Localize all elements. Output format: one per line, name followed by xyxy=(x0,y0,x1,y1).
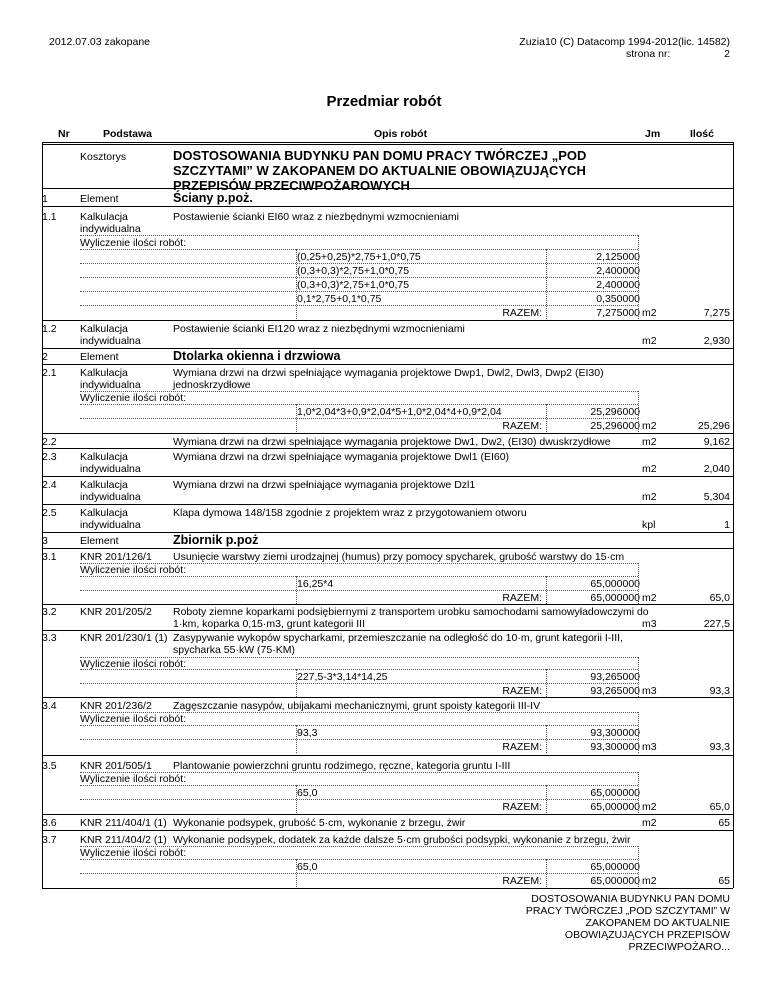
dotted-rule xyxy=(80,739,638,740)
razem-value: 7,275000 xyxy=(596,307,640,319)
razem-label: RAZEM: xyxy=(502,307,542,319)
position-description: Postawienie ścianki EI120 wraz z niezbędnymi wzmocnieniami xyxy=(173,323,465,335)
dotted-rule xyxy=(80,785,638,786)
calc-value: 25,296000 xyxy=(590,406,640,418)
position-nr: 2.2 xyxy=(42,436,57,448)
separator xyxy=(42,604,733,605)
separator xyxy=(42,448,733,449)
dotted-column xyxy=(296,576,297,604)
podstawa-label: Kalkulacja xyxy=(80,507,128,519)
position-nr: 2.3 xyxy=(42,451,57,463)
quantity: 25,296 xyxy=(697,420,730,432)
dotted-column xyxy=(546,669,547,697)
separator xyxy=(42,476,733,477)
dotted-column xyxy=(546,859,547,887)
razem-value: 65,000000 xyxy=(590,875,640,887)
separator xyxy=(42,697,733,698)
calc-formula: (0,25+0,25)*2,75+1,0*0,75 xyxy=(297,251,421,263)
podstawa-code: KNR 211/404/2 (1) xyxy=(80,834,167,846)
podstawa-label: Kalkulacja xyxy=(80,479,128,491)
quantity: 93,3 xyxy=(709,685,730,697)
unit: m2 xyxy=(642,463,657,475)
podstawa-code: KNR 201/126/1 xyxy=(80,551,152,563)
col-ilosc: Ilość xyxy=(690,128,714,140)
unit: m2 xyxy=(642,592,657,604)
quantity: 2,930 xyxy=(703,335,730,347)
footer-title: DOSTOSOWANIA BUDYNKU PAN DOMU xyxy=(531,893,730,905)
position-nr: 2.4 xyxy=(42,479,57,491)
separator xyxy=(42,814,733,815)
calc-value: 93,265000 xyxy=(590,671,640,683)
element-name: Zbiornik p.poż xyxy=(173,533,259,547)
dotted-column xyxy=(638,712,639,753)
position-description: Wymiana drzwi na drzwi spełniające wymagania projektowe Dwp1, Dwl2, Dwl3, Dwp2 (EI30) xyxy=(173,367,604,379)
podstawa-code: KNR 201/236/2 xyxy=(80,700,152,712)
wyliczenie-label: Wyliczenie ilości robót: xyxy=(80,658,187,670)
dotted-rule xyxy=(80,799,638,800)
razem-label: RAZEM: xyxy=(502,875,542,887)
razem-label: RAZEM: xyxy=(502,592,542,604)
razem-value: 93,265000 xyxy=(590,685,640,697)
dotted-column xyxy=(296,669,297,697)
unit: m2 xyxy=(642,307,657,319)
position-nr: 1.2 xyxy=(42,323,57,335)
wyliczenie-label: Wyliczenie ilości robót: xyxy=(80,564,187,576)
quantity: 93,3 xyxy=(709,741,730,753)
calc-value: 65,000000 xyxy=(590,787,640,799)
position-description: Zasypywanie wykopów spycharkami, przemieszczanie na odległość do 10·m, grunt kategorii I-III, xyxy=(173,632,623,644)
position-nr: 2.1 xyxy=(42,367,57,379)
calc-formula: (0,3+0,3)*2,75+1,0*0,75 xyxy=(297,265,410,277)
separator xyxy=(42,364,733,365)
table-border-left xyxy=(42,142,43,888)
separator xyxy=(42,630,733,631)
col-opis: Opis robót xyxy=(374,128,428,140)
razem-label: RAZEM: xyxy=(502,685,542,697)
quantity: 5,304 xyxy=(703,491,730,503)
dotted-column xyxy=(546,785,547,813)
podstawa-label: Kalkulacja xyxy=(80,451,128,463)
kosztorys-label: Kosztorys xyxy=(80,151,127,163)
quantity: 7,275 xyxy=(703,307,730,319)
dotted-column xyxy=(296,859,297,887)
wyliczenie-label: Wyliczenie ilości robót: xyxy=(80,392,187,404)
calc-value: 93,300000 xyxy=(590,727,640,739)
dotted-column xyxy=(638,657,639,697)
position-nr: 3.6 xyxy=(42,817,57,829)
dotted-rule xyxy=(80,683,638,684)
position-nr: 3.1 xyxy=(42,551,57,563)
dotted-column xyxy=(296,404,297,432)
dotted-rule xyxy=(80,669,638,670)
dotted-column xyxy=(546,725,547,753)
dotted-rule xyxy=(80,263,638,264)
calc-value: 0,350000 xyxy=(596,293,640,305)
podstawa-code: KNR 201/230/1 (1) xyxy=(80,632,168,644)
podstawa-label: indywidualna xyxy=(80,223,141,235)
razem-value: 65,000000 xyxy=(590,801,640,813)
footer-title: PRZECIWPOŻARO... xyxy=(628,941,730,953)
calc-formula: (0,3+0,3)*2,75+1,0*0,75 xyxy=(297,279,410,291)
separator xyxy=(42,532,733,533)
dotted-column xyxy=(638,391,639,432)
dotted-rule xyxy=(80,235,638,236)
dotted-rule xyxy=(80,576,638,577)
quantity: 9,162 xyxy=(703,436,730,448)
calc-value: 65,000000 xyxy=(590,861,640,873)
unit: m3 xyxy=(642,685,657,697)
position-description: 1·km, koparka 0,15·m3, grunt kategorii III xyxy=(173,618,365,630)
dotted-rule xyxy=(80,305,638,306)
col-nr: Nr xyxy=(58,128,70,140)
table-border-right xyxy=(733,142,734,888)
separator xyxy=(42,206,733,207)
calc-formula: 227,5-3*3,14*14,25 xyxy=(297,671,388,683)
separator xyxy=(42,888,733,889)
dotted-rule xyxy=(80,249,638,250)
separator xyxy=(42,830,733,831)
col-jm: Jm xyxy=(645,128,661,140)
separator xyxy=(42,755,733,756)
calc-formula: 93,3 xyxy=(297,727,318,739)
quantity: 2,040 xyxy=(703,463,730,475)
dotted-column xyxy=(638,772,639,813)
razem-value: 65,000000 xyxy=(590,592,640,604)
position-description: spycharka 55·kW (75·KM) xyxy=(173,644,295,656)
podstawa-code: KNR 211/404/1 (1) xyxy=(80,817,167,829)
separator xyxy=(42,320,733,321)
wyliczenie-label: Wyliczenie ilości robót: xyxy=(80,847,187,859)
element-label: Element xyxy=(80,535,119,547)
unit: m2 xyxy=(642,491,657,503)
dotted-rule xyxy=(80,725,638,726)
unit: m2 xyxy=(642,436,657,448)
razem-label: RAZEM: xyxy=(502,801,542,813)
podstawa-label: indywidualna xyxy=(80,491,141,503)
position-description: Wykonanie podsypek, grubość 5·cm, wykonanie z brzegu, żwir xyxy=(173,817,466,829)
podstawa-label: indywidualna xyxy=(80,519,141,531)
calc-value: 2,125000 xyxy=(596,251,640,263)
print-date-location: 2012.07.03 zakopane xyxy=(49,36,151,48)
footer-title: ZAKOPANEM DO AKTUALNIE xyxy=(585,917,730,929)
dotted-rule xyxy=(80,873,638,874)
dotted-column xyxy=(546,249,547,319)
dotted-rule xyxy=(80,418,638,419)
position-nr: 3.3 xyxy=(42,632,57,644)
quantity: 65 xyxy=(718,875,730,887)
separator xyxy=(42,548,733,549)
position-description: Klapa dymowa 148/158 zgodnie z projektem wraz z przygotowaniem otworu xyxy=(173,507,527,519)
podstawa-code: KNR 201/505/1 xyxy=(80,760,152,772)
calc-value: 65,000000 xyxy=(590,578,640,590)
header-rule-2 xyxy=(42,144,733,145)
unit: m2 xyxy=(642,801,657,813)
dotted-column xyxy=(546,404,547,432)
dotted-column xyxy=(296,249,297,319)
dotted-column xyxy=(546,576,547,604)
razem-label: RAZEM: xyxy=(502,741,542,753)
element-name: Dtolarka okienna i drzwiowa xyxy=(173,349,341,363)
position-description: Wymiana drzwi na drzwi spełniające wymagania projektowe Dzl1 xyxy=(173,479,476,491)
position-nr: 2.5 xyxy=(42,507,57,519)
position-nr: 3.4 xyxy=(42,700,57,712)
separator xyxy=(42,433,733,434)
element-label: Element xyxy=(80,193,119,205)
position-description: Zagęszczanie nasypów, ubijakami mechanicznymi, grunt spoisty kategorii III-IV xyxy=(173,700,541,712)
razem-label: RAZEM: xyxy=(502,420,542,432)
quantity: 227,5 xyxy=(703,618,730,630)
unit: m3 xyxy=(642,741,657,753)
position-nr: 3.5 xyxy=(42,760,57,772)
position-description: Wymiana drzwi na drzwi spełniające wymagania projektowe Dw1, Dw2, (EI30) dwuskrzydłowe xyxy=(173,436,611,448)
position-description: Wykonanie podsypek, dodatek za każde dalsze 5·cm grubości podsypki, wykonanie z brzegu, żwir xyxy=(173,834,631,846)
separator xyxy=(42,504,733,505)
position-nr: 3.2 xyxy=(42,606,57,618)
col-podstawa: Podstawa xyxy=(103,128,153,140)
razem-value: 93,300000 xyxy=(590,741,640,753)
position-description: Roboty ziemne koparkami podsiębiernymi z transportem urobku samochodami samowyładowczymi do xyxy=(173,606,649,618)
unit: m2 xyxy=(642,875,657,887)
quantity: 1 xyxy=(724,519,730,531)
software-license: Zuzia10 (C) Datacomp 1994-2012(lic. 14582) xyxy=(519,36,730,48)
wyliczenie-label: Wyliczenie ilości robót: xyxy=(80,713,187,725)
document-title: Przedmiar robót xyxy=(326,93,442,110)
quantity: 65,0 xyxy=(709,592,730,604)
element-nr: 3 xyxy=(42,535,48,547)
element-nr: 2 xyxy=(42,351,48,363)
dotted-rule xyxy=(80,291,638,292)
position-description: Usunięcie warstwy ziemi urodzajnej (humus) przy pomocy spycharek, grubość warstwy do 15·cm xyxy=(173,551,625,563)
calc-formula: 16,25*4 xyxy=(297,578,334,590)
dotted-rule xyxy=(80,404,638,405)
kosztorys-title: DOSTOSOWANIA BUDYNKU PAN DOMU PRACY TWÓRCZEJ „POD SZCZYTAMI” W ZAKOPANEM DO AKTUALNIE OBOWIĄZUJĄCYCH PRZEPISÓW PRZECIWPOŻAROWYCH xyxy=(173,148,587,193)
position-description: Wymiana drzwi na drzwi spełniające wymagania projektowe Dwl1 (EI60) xyxy=(173,451,510,463)
dotted-column xyxy=(296,725,297,753)
calc-formula: 0,1*2,75+0,1*0,75 xyxy=(297,293,382,305)
footer-title: OBOWIĄZUJĄCYCH PRZEPISÓW xyxy=(564,929,730,941)
unit: m2 xyxy=(642,420,657,432)
podstawa-label: Kalkulacja xyxy=(80,211,128,223)
dotted-rule xyxy=(80,859,638,860)
calc-formula: 1,0*2,04*3+0,9*2,04*5+1,0*2,04*4+0,9*2,04 xyxy=(297,406,502,418)
podstawa-label: indywidualna xyxy=(80,463,141,475)
podstawa-label: indywidualna xyxy=(80,379,141,391)
element-name: Ściany p.poż. xyxy=(173,191,253,205)
unit: m2 xyxy=(642,817,657,829)
unit: m2 xyxy=(642,335,657,347)
podstawa-label: Kalkulacja xyxy=(80,367,128,379)
header-rule xyxy=(42,142,733,143)
calc-formula: 65,0 xyxy=(297,861,318,873)
quantity: 65 xyxy=(718,817,730,829)
wyliczenie-label: Wyliczenie ilości robót: xyxy=(80,773,187,785)
dotted-rule xyxy=(80,590,638,591)
calc-value: 2,400000 xyxy=(596,279,640,291)
calc-value: 2,400000 xyxy=(596,265,640,277)
razem-value: 25,296000 xyxy=(590,420,640,432)
podstawa-label: Kalkulacja xyxy=(80,323,128,335)
podstawa-label: indywidualna xyxy=(80,335,141,347)
footer-title: PRACY TWÓRCZEJ „POD SZCZYTAMI” W xyxy=(525,905,730,917)
podstawa-code: KNR 201/205/2 xyxy=(80,606,152,618)
unit: m3 xyxy=(642,618,657,630)
element-label: Element xyxy=(80,351,119,363)
dotted-column xyxy=(638,563,639,604)
position-description: Postawienie ścianki EI60 wraz z niezbędnymi wzmocnieniami xyxy=(173,211,459,223)
separator xyxy=(42,348,733,349)
unit: kpl xyxy=(642,519,656,531)
position-description: jednoskrzydłowe xyxy=(173,379,251,391)
wyliczenie-label: Wyliczenie ilości robót: xyxy=(80,237,187,249)
page-number-label: strona nr: xyxy=(626,48,671,60)
position-description: Plantowanie powierzchni gruntu rodzimego, ręczne, kategoria gruntu I-III xyxy=(173,760,511,772)
element-nr: 1 xyxy=(42,193,48,205)
position-nr: 1.1 xyxy=(42,211,57,223)
page-number: 2 xyxy=(724,48,730,60)
dotted-column xyxy=(638,235,639,319)
dotted-rule xyxy=(80,277,638,278)
quantity: 65,0 xyxy=(709,801,730,813)
calc-formula: 65,0 xyxy=(297,787,318,799)
dotted-column xyxy=(296,785,297,813)
separator xyxy=(42,188,733,189)
dotted-column xyxy=(638,846,639,887)
position-nr: 3.7 xyxy=(42,834,57,846)
